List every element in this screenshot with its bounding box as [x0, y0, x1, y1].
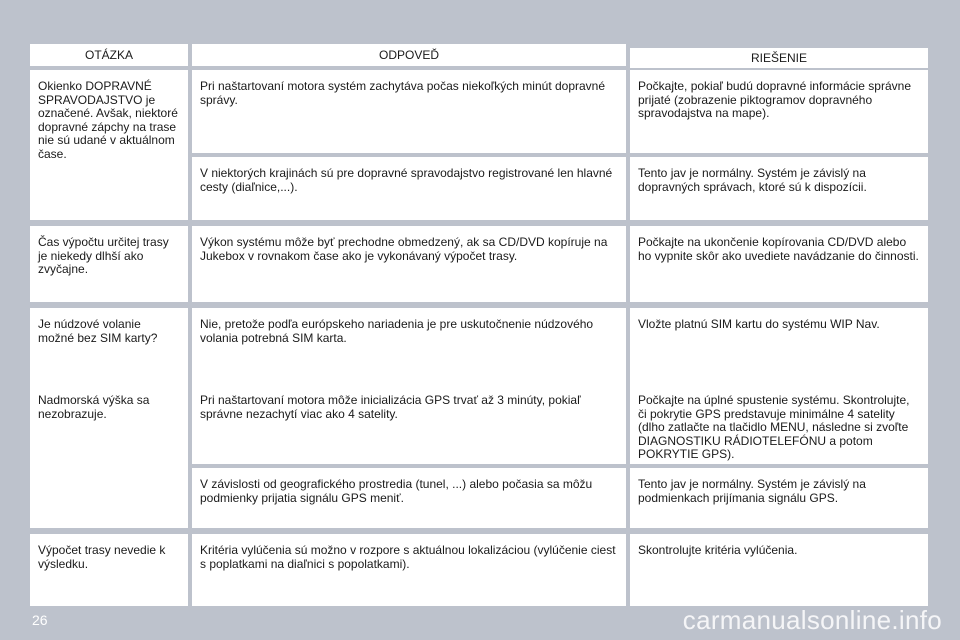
header-question: OTÁZKA [30, 44, 188, 66]
question-cell: Okienko DOPRAVNÉ SPRAVODAJSTVO je označené. Avšak, niektoré dopravné zápchy na trase nie sú udané v aktuálnom čase. [30, 70, 188, 220]
answer-cell: V niektorých krajinách sú pre dopravné spravodajstvo registrované len hlavné cesty (diaľnice,...). [192, 157, 626, 220]
answer-cell: Kritéria vylúčenia sú možno v rozpore s aktuálnou lokalizáciou (vylúčenie ciest s poplatkami na diaľnici s popolatkami). [192, 534, 626, 606]
solution-cell: Tento jav je normálny. Systém je závislý na podmienkach prijímania signálu GPS. [630, 468, 928, 528]
answer-cell: Nie, pretože podľa európskeho nariadenia je pre uskutočnenie núdzového volania potrebná SIM karta. [192, 308, 626, 384]
question-cell: Výpočet trasy nevedie k výsledku. [30, 534, 188, 606]
solution-cell: Počkajte na úplné spustenie systému. Skontrolujte, či pokrytie GPS predstavuje minimálne 4 satelity (dlho zatlačte na tlačidlo MENU, následne si zvoľte DIAGNOSTIKU RÁDIOTELEFÓNU a potom POKRYTIE GPS). [630, 384, 928, 464]
answer-cell: Pri naštartovaní motora môže inicializácia GPS trvať až 3 minúty, pokiaľ správne nezachytí viac ako 4 satelity. [192, 384, 626, 464]
question-cell: Nadmorská výška sa nezobrazuje. [30, 384, 188, 528]
question-cell: Je núdzové volanie možné bez SIM karty? [30, 308, 188, 384]
answer-cell: Výkon systému môže byť prechodne obmedzený, ak sa CD/DVD kopíruje na Jukebox v rovnakom čase ako je vykonávaný výpočet trasy. [192, 226, 626, 302]
solution-cell: Počkajte, pokiaľ budú dopravné informácie správne prijaté (zobrazenie piktogramov dopravného spravodajstva na mape). [630, 70, 928, 153]
answer-cell: Pri naštartovaní motora systém zachytáva počas niekoľkých minút dopravné správy. [192, 70, 626, 153]
answer-cell: V závislosti od geografického prostredia (tunel, ...) alebo počasia sa môžu podmienky prijatia signálu GPS meniť. [192, 468, 626, 528]
page-number: 26 [32, 612, 48, 628]
solution-cell: Skontrolujte kritéria vylúčenia. [630, 534, 928, 606]
header-answer: ODPOVEĎ [192, 44, 626, 66]
solution-cell: Tento jav je normálny. Systém je závislý na dopravných správach, ktoré sú k dispozícii. [630, 157, 928, 220]
solution-cell: Vložte platnú SIM kartu do systému WIP Nav. [630, 308, 928, 384]
solution-cell: Počkajte na ukončenie kopírovania CD/DVD alebo ho vypnite skôr ako uvediete navádzanie do činnosti. [630, 226, 928, 302]
question-cell: Čas výpočtu určitej trasy je niekedy dlhší ako zvyčajne. [30, 226, 188, 302]
watermark: carmanualsonline.info [682, 605, 942, 635]
header-solution: RIEŠENIE [630, 48, 928, 68]
